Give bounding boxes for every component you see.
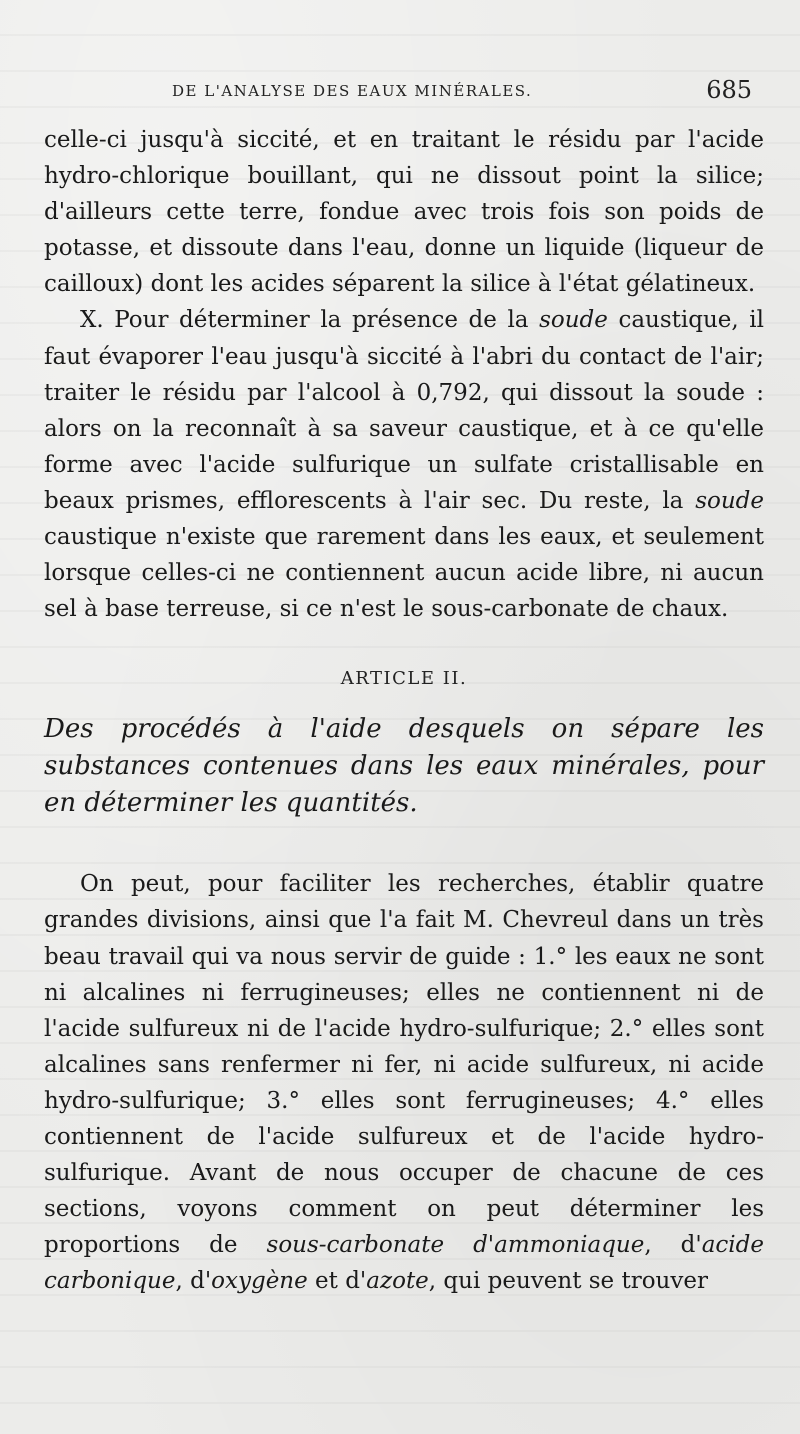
paragraph-silice: celle-ci jusqu'à siccité, et en traitant le résidu par l'acide hydro-chlorique bouillant, qui ne dissout point la silice; d'ailleurs cette terre, fondue avec trois fois son poids de potasse, et dissoute dans l'eau, donne un liquide (liqueur de cailloux) dont les acides séparent la silice à l'état gélatineux. <box>44 127 764 298</box>
page-body <box>44 122 764 1299</box>
italic-term-soude: soude <box>695 487 764 514</box>
paragraph-divisions-part-d: et d' <box>307 1268 367 1295</box>
page-header <box>48 76 752 108</box>
paragraph-soude <box>44 302 764 627</box>
italic-term-acide-carbonique: acide carbonique <box>44 1232 764 1295</box>
italic-term-azote: azote <box>366 1268 429 1295</box>
paragraph-divisions-part-a: On peut, pour faciliter les recherches, établir quatre grandes divisions, ainsi que l'a fait M. Chevreul dans un très beau travail qui va nous servir de guide : 1.° les eaux ne sont ni alcalines ni ferrugineuses; elles ne contiennent ni de l'acide sulfureux ni de l'acide hydro-sulfurique; 2.° elles sont alcalines sans renfermer ni fer, ni acide sulfureux, ni acide hydro-sulfurique; 3.° elles sont ferrugineuses; 4.° elles contiennent de l'acide sulfureux et de l'acide hydro-sulfurique. Avant de nous occuper de chacune de ces sections, voyons comment on peut déterminer les proportions de <box>44 871 764 1259</box>
paragraph-divisions-part-b: , d' <box>644 1232 702 1259</box>
paragraph-divisions-part-c: , d' <box>175 1268 212 1295</box>
italic-term-sous-carbonate: sous-carbonate d'ammoniaque <box>266 1232 645 1259</box>
page-number: 685 <box>706 76 752 104</box>
paragraph-soude-part-a: X. Pour déterminer la présence de la <box>80 307 540 334</box>
paragraph-divisions-part-e: , qui peuvent se trouver <box>428 1268 708 1295</box>
paragraph-soude-part-b: caustique, il faut évaporer l'eau jusqu'à siccité à l'abri du contact de l'air; traiter le résidu par l'alcool à 0,792, qui dissout la soude : alors on la reconnaît à sa saveur caustique, et à ce qu'elle forme avec l'acide sulfurique un sulfate cristallisable en beaux prismes, efflorescents à l'air sec. Du reste, la <box>44 307 764 514</box>
paragraph-divisions <box>44 866 764 1299</box>
article-title: Des procédés à l'aide desquels on sépare les substances contenues dans les eaux minérales, pour en déterminer les quantités. <box>44 714 764 819</box>
running-head: DE L'ANALYSE DES EAUX MINÉRALES. <box>172 82 533 100</box>
italic-term-soude: soude <box>539 307 608 334</box>
article-heading: ARTICLE II. <box>340 668 468 690</box>
paragraph-soude-part-c: caustique n'existe que rarement dans les eaux, et seulement lorsque celles-ci ne contiennent aucun acide libre, ni aucun sel à base terreuse, si ce n'est le sous-carbonate de chaux. <box>44 524 764 623</box>
italic-term-oxygene: oxygène <box>211 1268 308 1295</box>
